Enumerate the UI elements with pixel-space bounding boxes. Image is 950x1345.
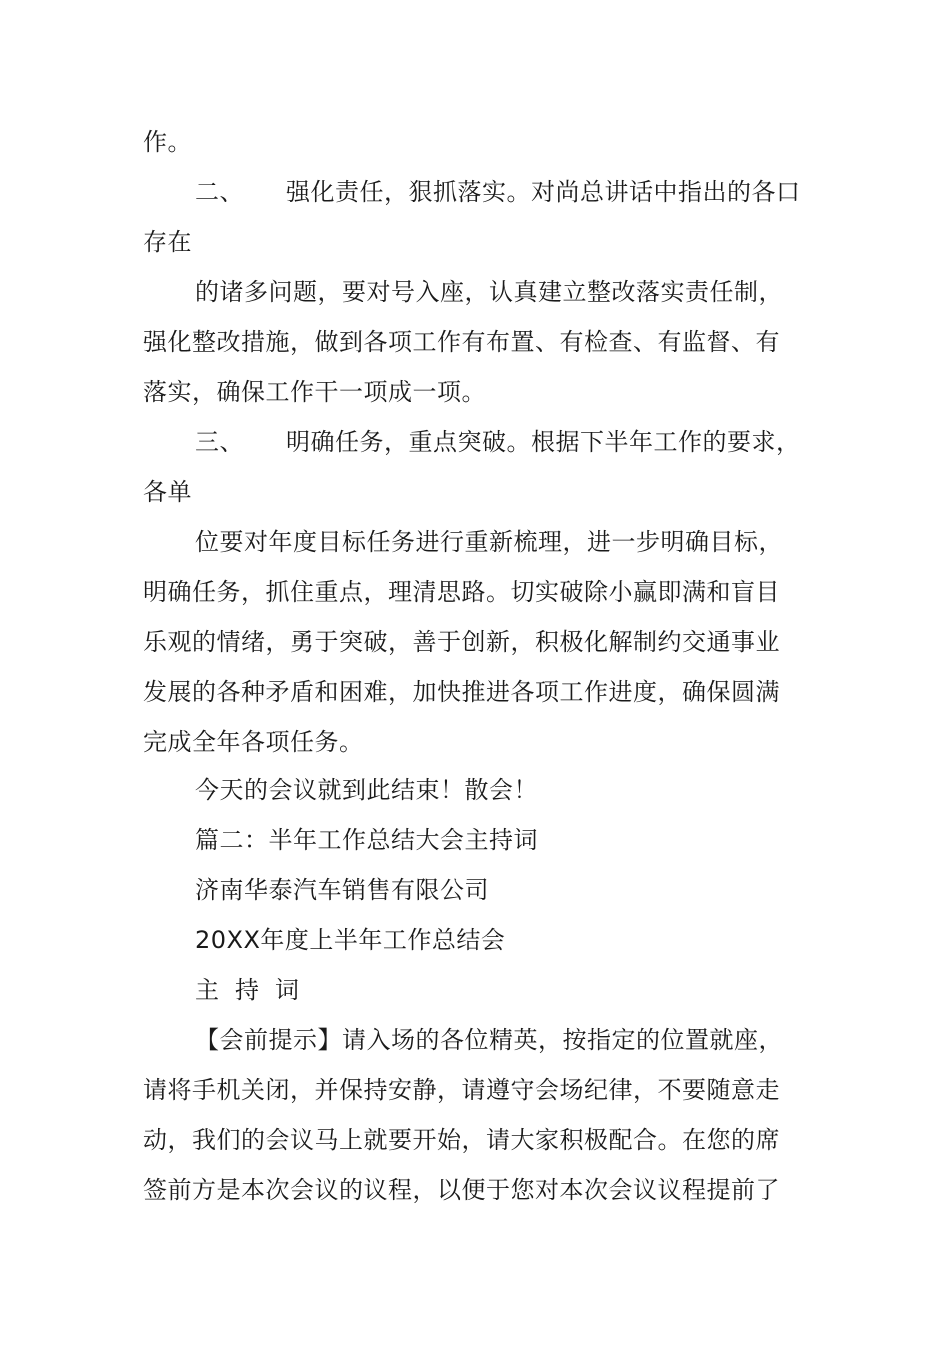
text-line: 强化整改措施，做到各项工作有布置、有检查、有监督、有: [143, 328, 780, 356]
text-line: 存在: [143, 228, 192, 256]
section-number: 三、: [195, 428, 244, 456]
text-line: 位要对年度目标任务进行重新梳理，进一步明确目标，: [195, 528, 783, 556]
speech-title: 主持词: [195, 976, 315, 1004]
text-line: 请将手机关闭，并保持安静，请遵守会场纪律，不要随意走: [143, 1076, 780, 1104]
section-item-three: [195, 427, 801, 457]
section-heading: 强化责任，狠抓落实。对尚总讲话中指出的各口: [286, 178, 801, 206]
text-line: 作。: [143, 128, 192, 156]
section-number: 二、: [195, 178, 244, 206]
text-line: 乐观的情绪，勇于突破，善于创新，积极化解制约交通事业: [143, 628, 780, 656]
company-name: 济南华泰汽车销售有限公司: [195, 876, 489, 904]
text-line: 签前方是本次会议的议程，以便于您对本次会议议程提前了: [143, 1176, 780, 1204]
text-line: 的诸多问题，要对号入座，认真建立整改落实责任制，: [195, 278, 783, 306]
section-item-two: [195, 177, 801, 207]
chapter-title: 篇二：半年工作总结大会主持词: [195, 826, 538, 854]
section-heading: 明确任务，重点突破。根据下半年工作的要求，: [286, 428, 801, 456]
text-line: 【会前提示】请入场的各位精英，按指定的位置就座，: [195, 1026, 783, 1054]
text-line: 发展的各种矛盾和困难，加快推进各项工作进度，确保圆满: [143, 678, 780, 706]
closing-line: 今天的会议就到此结束！散会！: [195, 776, 538, 804]
text-line: 完成全年各项任务。: [143, 728, 364, 756]
meeting-title: 20XX年度上半年工作总结会: [195, 926, 506, 954]
text-line: 明确任务，抓住重点，理清思路。切实破除小赢即满和盲目: [143, 578, 780, 606]
text-line: 落实，确保工作干一项成一项。: [143, 378, 486, 406]
text-line: 动，我们的会议马上就要开始，请大家积极配合。在您的席: [143, 1126, 780, 1154]
text-line: 各单: [143, 478, 192, 506]
